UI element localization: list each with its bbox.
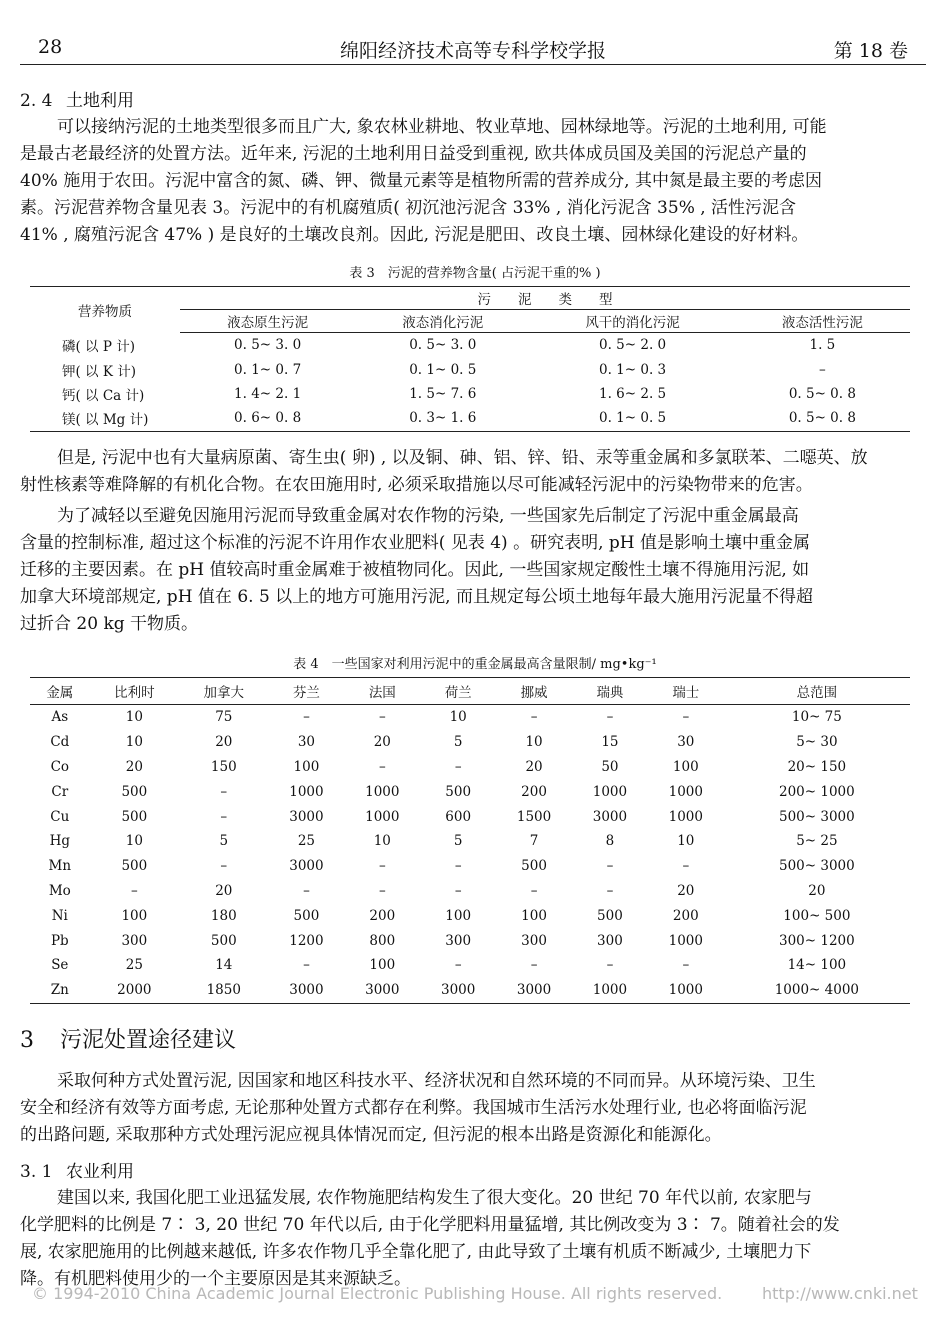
table-3-cell: 0. 3~ 1. 6 (409, 410, 477, 427)
table-4-cell: – (530, 709, 538, 726)
table-4-cell: 20 (808, 882, 826, 899)
table-4-cell: 1500 (516, 808, 552, 825)
table-4-cell: 100 (445, 907, 472, 924)
table-4-cell: 100 (293, 758, 320, 775)
table-4-cell: 15 (601, 734, 619, 751)
table-4-cell: 25 (297, 833, 316, 850)
table-4-cell: 1000 (668, 982, 703, 999)
table-4-cell: – (303, 882, 310, 899)
paragraph-disposal (20, 1068, 926, 1149)
section-title: 农业利用 (66, 1162, 134, 1182)
volume-label: 第 18 卷 (833, 40, 908, 62)
text-line: 加拿大环境部规定, pH 值在 6. 5 以上的地方可施用污泥, 而且规定每公顷土地每年最大施用污泥量不得超 (20, 587, 813, 607)
table-4-cell: 500 (210, 932, 237, 949)
journal-title: 绵阳经济技术高等专科学校学报 (339, 40, 606, 62)
table-4-cell: – (378, 882, 386, 899)
table-3-row-label: 磷( 以 P 计) (62, 338, 135, 355)
table-3-cell: 0. 6~ 0. 8 (234, 410, 302, 427)
table-4-row (30, 928, 910, 953)
table-4-cell: 300 (521, 932, 547, 949)
table-4-cell: – (530, 882, 538, 899)
table-4-row (30, 804, 910, 829)
table-3-cell: 1. 5~ 7. 6 (409, 385, 477, 402)
table-4-cell: – (303, 957, 310, 974)
table-4-cell: 7 (529, 833, 539, 850)
table-4-header-cell: 法国 (344, 678, 420, 705)
table-4-cell: 50 (601, 758, 619, 775)
text-line: 可以接纳污泥的土地类型很多而且广大, 象农林业耕地、牧业草地、园林绿地等。污泥的土地利用, 可能 (57, 117, 827, 137)
table-4-cell: 500 (597, 907, 623, 924)
table-4-cell: – (220, 783, 228, 800)
table-4-cell: 500 (521, 858, 547, 875)
table-4-row (30, 854, 910, 879)
table-4-cell: 2000 (117, 982, 152, 999)
table-4-cell: 1000 (592, 783, 628, 800)
table-4-row (30, 978, 910, 1003)
table-4-cell: – (606, 858, 614, 875)
table-4-metal-label: Zn (50, 982, 69, 999)
section-heading-3 (20, 1023, 236, 1054)
table-4-cell: 20~ 150 (787, 758, 847, 775)
table-4-cell: 3000 (441, 982, 476, 999)
table-4-row (30, 730, 910, 755)
table-3 (30, 286, 910, 432)
table-4 (30, 677, 910, 1004)
table-4-header-row (30, 678, 910, 705)
table-4-cell: – (682, 858, 690, 875)
table-4-metal-label: Cr (51, 783, 69, 800)
table-4-metal-label: Cu (50, 808, 70, 825)
text-line: 安全和经济有效等方面考虑, 无论那种处置方式都存在利弊。我国城市生活污水处理行业, 也必将面临污泥 (20, 1098, 807, 1118)
table-4-cell: 5 (453, 734, 463, 751)
table-4-row (30, 755, 910, 780)
table-4-cell: 3000 (592, 808, 628, 825)
table-4-cell: 5 (219, 833, 229, 850)
table-4-cell: 200 (521, 783, 547, 800)
table-3-col-header: 营养物质 (78, 303, 132, 320)
table-4-cell: 1000 (365, 808, 400, 825)
table-3-cell: 1. 6~ 2. 5 (599, 385, 667, 402)
table-4-cell: 20 (525, 758, 543, 775)
table-3-row-label: 镁( 以 Mg 计) (62, 412, 149, 429)
table-4-metal-label: Co (50, 758, 70, 775)
table-4-cell: 100 (521, 907, 547, 924)
table-4-cell: – (378, 858, 386, 875)
table-4-header-cell: 荷兰 (420, 678, 496, 705)
table-4-cell: 1000 (668, 808, 703, 825)
table-4-cell: – (303, 709, 310, 726)
text-line: 射性核素等难降解的有机化合物。在农田施用时, 必须采取措施以尽可能减轻污泥中的污染物带来的危害。 (20, 475, 813, 495)
table-3-cell: 0. 5~ 3. 0 (409, 337, 477, 354)
table-4-header-cell: 加拿大 (179, 678, 268, 705)
table-4-cell: 1000~ 4000 (774, 982, 860, 999)
table-4-metal-label: Mn (48, 858, 72, 875)
table-3-cell: 0. 5~ 0. 8 (788, 410, 856, 427)
text-line: 展, 农家肥施用的比例越来越低, 许多农作物几乎全靠化肥了, 由此导致了土壤有机质不断减少, 土壤肥力下 (20, 1242, 812, 1262)
table-4-cell: 10 (373, 833, 391, 850)
table-4-cell: – (454, 758, 462, 775)
table-4-cell: 3000 (289, 858, 324, 875)
table-4-cell: – (606, 709, 614, 726)
table-4-cell: 10 (125, 833, 143, 850)
table-3-sub-header: 液态原生污泥 (180, 310, 355, 333)
table-4-row (30, 903, 910, 928)
table-4-cell: 100 (369, 957, 396, 974)
table-4-row (30, 779, 910, 804)
table-4-cell: – (454, 882, 462, 899)
table-3-row (30, 406, 910, 431)
table-4-cell: 100 (672, 758, 699, 775)
table-4-cell: 500 (121, 808, 148, 825)
table-3-sub-header: 风干的消化污泥 (530, 310, 734, 333)
table-4-row (30, 705, 910, 730)
table-4-cell: 75 (215, 709, 233, 726)
table-4-cell: 5~ 30 (796, 734, 838, 751)
table-3-row (30, 382, 910, 406)
table-4-body (30, 705, 910, 1004)
table-4-cell: 10 (125, 734, 143, 751)
table-4-cell: 200 (369, 907, 396, 924)
table-4-header-cell: 总范围 (724, 678, 910, 705)
table-4-metal-label: Pb (50, 932, 69, 949)
page-header (20, 34, 926, 65)
table-4-cell: 500 (445, 783, 472, 800)
table-4-cell: 10 (449, 709, 467, 726)
table-4-cell: 5~ 25 (796, 833, 838, 850)
table-4-cell: – (454, 957, 462, 974)
table-4-cell: 1000 (668, 932, 703, 949)
table-3-sub-header: 液态活性污泥 (735, 310, 910, 333)
table-3-cell: 1. 4~ 2. 1 (234, 385, 302, 402)
paragraph-land-use (20, 114, 926, 249)
table-4-cell: 3000 (365, 982, 400, 999)
table-4-cell: 200~ 1000 (779, 783, 855, 800)
table-4-cell: 500~ 3000 (779, 858, 855, 875)
table-4-metal-label: Hg (49, 833, 71, 850)
text-line: 的出路问题, 采取那种方式处理污泥应视具体情况而定, 但污泥的根本出路是资源化和能源化。 (20, 1125, 722, 1145)
table-4-cell: 1000 (592, 982, 628, 999)
table-3-cell: 0. 1~ 0. 7 (234, 361, 302, 378)
table-3-cell: 0. 5~ 2. 0 (599, 337, 667, 354)
table-3-cell: 0. 1~ 0. 3 (599, 361, 667, 378)
table-4-cell: 500~ 3000 (779, 808, 855, 825)
table-4-header-cell: 比利时 (90, 678, 179, 705)
paragraph-heavy-metals (20, 503, 926, 638)
table-4-cell: 500 (121, 858, 148, 875)
table-4-metal-label: Ni (51, 907, 68, 924)
table-4-cell: 10 (525, 734, 543, 751)
table-4-cell: 20 (125, 758, 143, 775)
footer-url: http://www.cnki.net (762, 1284, 918, 1303)
table-3-body (30, 333, 910, 432)
section-title: 污泥处置途径建议 (60, 1028, 237, 1053)
table-4-cell: 3000 (516, 982, 552, 999)
table-4-cell: – (454, 858, 462, 875)
table-4-cell: 500 (293, 907, 320, 924)
table-4-cell: 800 (369, 932, 396, 949)
table-3-row (30, 333, 910, 358)
text-line: 为了减轻以至避免因施用污泥而导致重金属对农作物的污染, 一些国家先后制定了污泥中重金属最高 (57, 506, 799, 526)
text-line: 但是, 污泥中也有大量病原菌、寄生虫( 卵) , 以及铜、砷、铝、锌、铅、汞等重金属和多氯联苯、二噁英、放 (57, 448, 868, 468)
table-4-cell: 20 (215, 882, 233, 899)
paragraph-agriculture (20, 1185, 926, 1293)
table-4-cell: 30 (297, 734, 316, 751)
table-4-cell: – (606, 957, 614, 974)
table-4-cell: – (606, 882, 614, 899)
text-line: 素。污泥营养物含量见表 3。污泥中的有机腐殖质( 初沉池污泥含 33% , 消化污泥含 35% , 活性污泥含 (20, 198, 797, 218)
table-4-cell: 300 (445, 932, 472, 949)
table-4-cell: 5 (453, 833, 463, 850)
table-4-cell: 100~ 500 (783, 907, 851, 924)
table-4-cell: 1850 (206, 982, 241, 999)
text-line: 迁移的主要因素。在 pH 值较高时重金属难于被植物同化。因此, 一些国家规定酸性土壤不得施用污泥, 如 (20, 560, 810, 580)
table-4-cell: 300 (121, 932, 148, 949)
table-4-metal-label: Se (51, 957, 69, 974)
table-4-cell: 20 (373, 734, 391, 751)
table-4-cell: 180 (210, 907, 237, 924)
text-line: 过折合 20 kg 干物质。 (20, 614, 199, 634)
table-4-cell: – (220, 808, 228, 825)
table-4-cell: 500 (121, 783, 148, 800)
paragraph-pollutants (20, 445, 926, 499)
table-3-cell: 0. 1~ 0. 5 (409, 361, 477, 378)
table-4-cell: 8 (605, 833, 615, 850)
table-4-cell: 10 (677, 833, 695, 850)
table-4-cell: 1000 (668, 783, 703, 800)
table-4-caption: 表 4 一些国家对利用污泥中的重金属最高含量限制/ mg•kg⁻¹ (293, 657, 657, 672)
text-line: 化学肥料的比例是 7∶ 3, 20 世纪 70 年代以后, 由于化学肥料用量猛增, 其比例改变为 3∶ 7。随着社会的发 (20, 1215, 840, 1235)
section-number: 3 (20, 1028, 34, 1053)
table-3-cell: 0. 5~ 3. 0 (234, 337, 302, 354)
table-3-row-label: 钾( 以 K 计) (62, 363, 136, 380)
table-4-cell: 1000 (289, 783, 324, 800)
table-4-cell: 14~ 100 (787, 957, 847, 974)
table-4-cell: 150 (210, 758, 237, 775)
table-4-row (30, 829, 910, 854)
table-4-cell: 10 (125, 709, 143, 726)
text-line: 降。有机肥料使用少的一个主要原因是其来源缺乏。 (20, 1269, 411, 1289)
table-4-cell: 300 (597, 932, 623, 949)
table-4-cell: – (130, 882, 138, 899)
table-4-header-cell: 瑞士 (648, 678, 724, 705)
table-4-cell: – (682, 957, 690, 974)
table-4-metal-label: As (51, 709, 69, 726)
table-4-row (30, 879, 910, 904)
table-4-cell: 25 (125, 957, 143, 974)
table-3-cell: 1. 5 (809, 337, 836, 354)
table-4-cell: – (378, 758, 386, 775)
text-line: 含量的控制标准, 超过这个标准的污泥不许用作农业肥料( 见表 4) 。研究表明, pH 值是影响土壤中重金属 (20, 533, 811, 553)
table-3-cell: – (819, 361, 826, 378)
text-line: 采取何种方式处置污泥, 因国家和地区科技水平、经济状况和自然环境的不同而异。从环境污染、卫生 (57, 1071, 816, 1091)
table-4-cell: 1000 (365, 783, 400, 800)
table-4-cell: – (682, 709, 690, 726)
table-3-sub-header: 液态消化污泥 (355, 310, 530, 333)
table-3-row (30, 357, 910, 381)
copyright-text: © 1994-2010 China Academic Journal Electronic Publishing House. All rights reserved. (32, 1284, 723, 1303)
section-title: 土地利用 (66, 91, 134, 111)
page-number: 28 (38, 36, 63, 58)
table-4-cell: – (220, 858, 228, 875)
table-4-cell: 1200 (289, 932, 324, 949)
table-4-cell: 200 (672, 907, 699, 924)
section-heading-3-1 (20, 1157, 134, 1182)
text-line: 建国以来, 我国化肥工业迅猛发展, 农作物施肥结构发生了很大变化。20 世纪 70 年代以前, 农家肥与 (57, 1188, 812, 1208)
table-4-row (30, 953, 910, 978)
table-4-header-cell: 挪威 (496, 678, 572, 705)
section-number: 3. 1 (20, 1162, 53, 1182)
table-4-cell: – (378, 709, 386, 726)
table-4-cell: 3000 (289, 808, 324, 825)
table-4-header-cell: 芬兰 (269, 678, 345, 705)
text-line: 41% , 腐殖污泥含 47% ) 是良好的土壤改良剂。因此, 污泥是肥田、改良土壤、园林绿化建设的好材料。 (20, 225, 809, 245)
table-4-header-cell: 瑞典 (572, 678, 648, 705)
table-3-row-label: 钙( 以 Ca 计) (62, 387, 145, 404)
table-4-cell: 300~ 1200 (779, 932, 855, 949)
table-4-cell: 100 (121, 907, 148, 924)
table-4-cell: – (530, 957, 538, 974)
table-4-cell: 10~ 75 (791, 709, 842, 726)
table-4-cell: 14 (215, 957, 233, 974)
table-3-cell: 0. 5~ 0. 8 (788, 385, 856, 402)
table-4-metal-label: Mo (48, 882, 71, 899)
table-4-cell: 20 (677, 882, 695, 899)
table-3-cell: 0. 1~ 0. 5 (599, 410, 667, 427)
section-number: 2. 4 (20, 91, 53, 111)
table-4-header-cell: 金属 (30, 678, 90, 705)
table-4-cell: 600 (445, 808, 472, 825)
table-3-caption: 表 3 污泥的营养物含量( 占污泥干重的% ) (349, 266, 601, 281)
table-4-cell: 30 (677, 734, 695, 751)
section-heading-2-4 (20, 86, 134, 111)
text-line: 是最古老最经济的处置方法。近年来, 污泥的土地利用日益受到重视, 欧共体成员国及美国的污泥总产量的 (20, 144, 807, 164)
table-4-metal-label: Cd (50, 734, 70, 751)
watermark-footer (32, 1284, 918, 1303)
text-line: 40% 施用于农田。污泥中富含的氮、磷、钾、微量元素等是植物所需的营养成分, 其中氮是最主要的考虑因 (20, 171, 822, 191)
table-3-group-header: 污 泥 类 型 (477, 292, 613, 308)
table-4-cell: 20 (215, 734, 233, 751)
table-4-cell: 3000 (289, 982, 324, 999)
